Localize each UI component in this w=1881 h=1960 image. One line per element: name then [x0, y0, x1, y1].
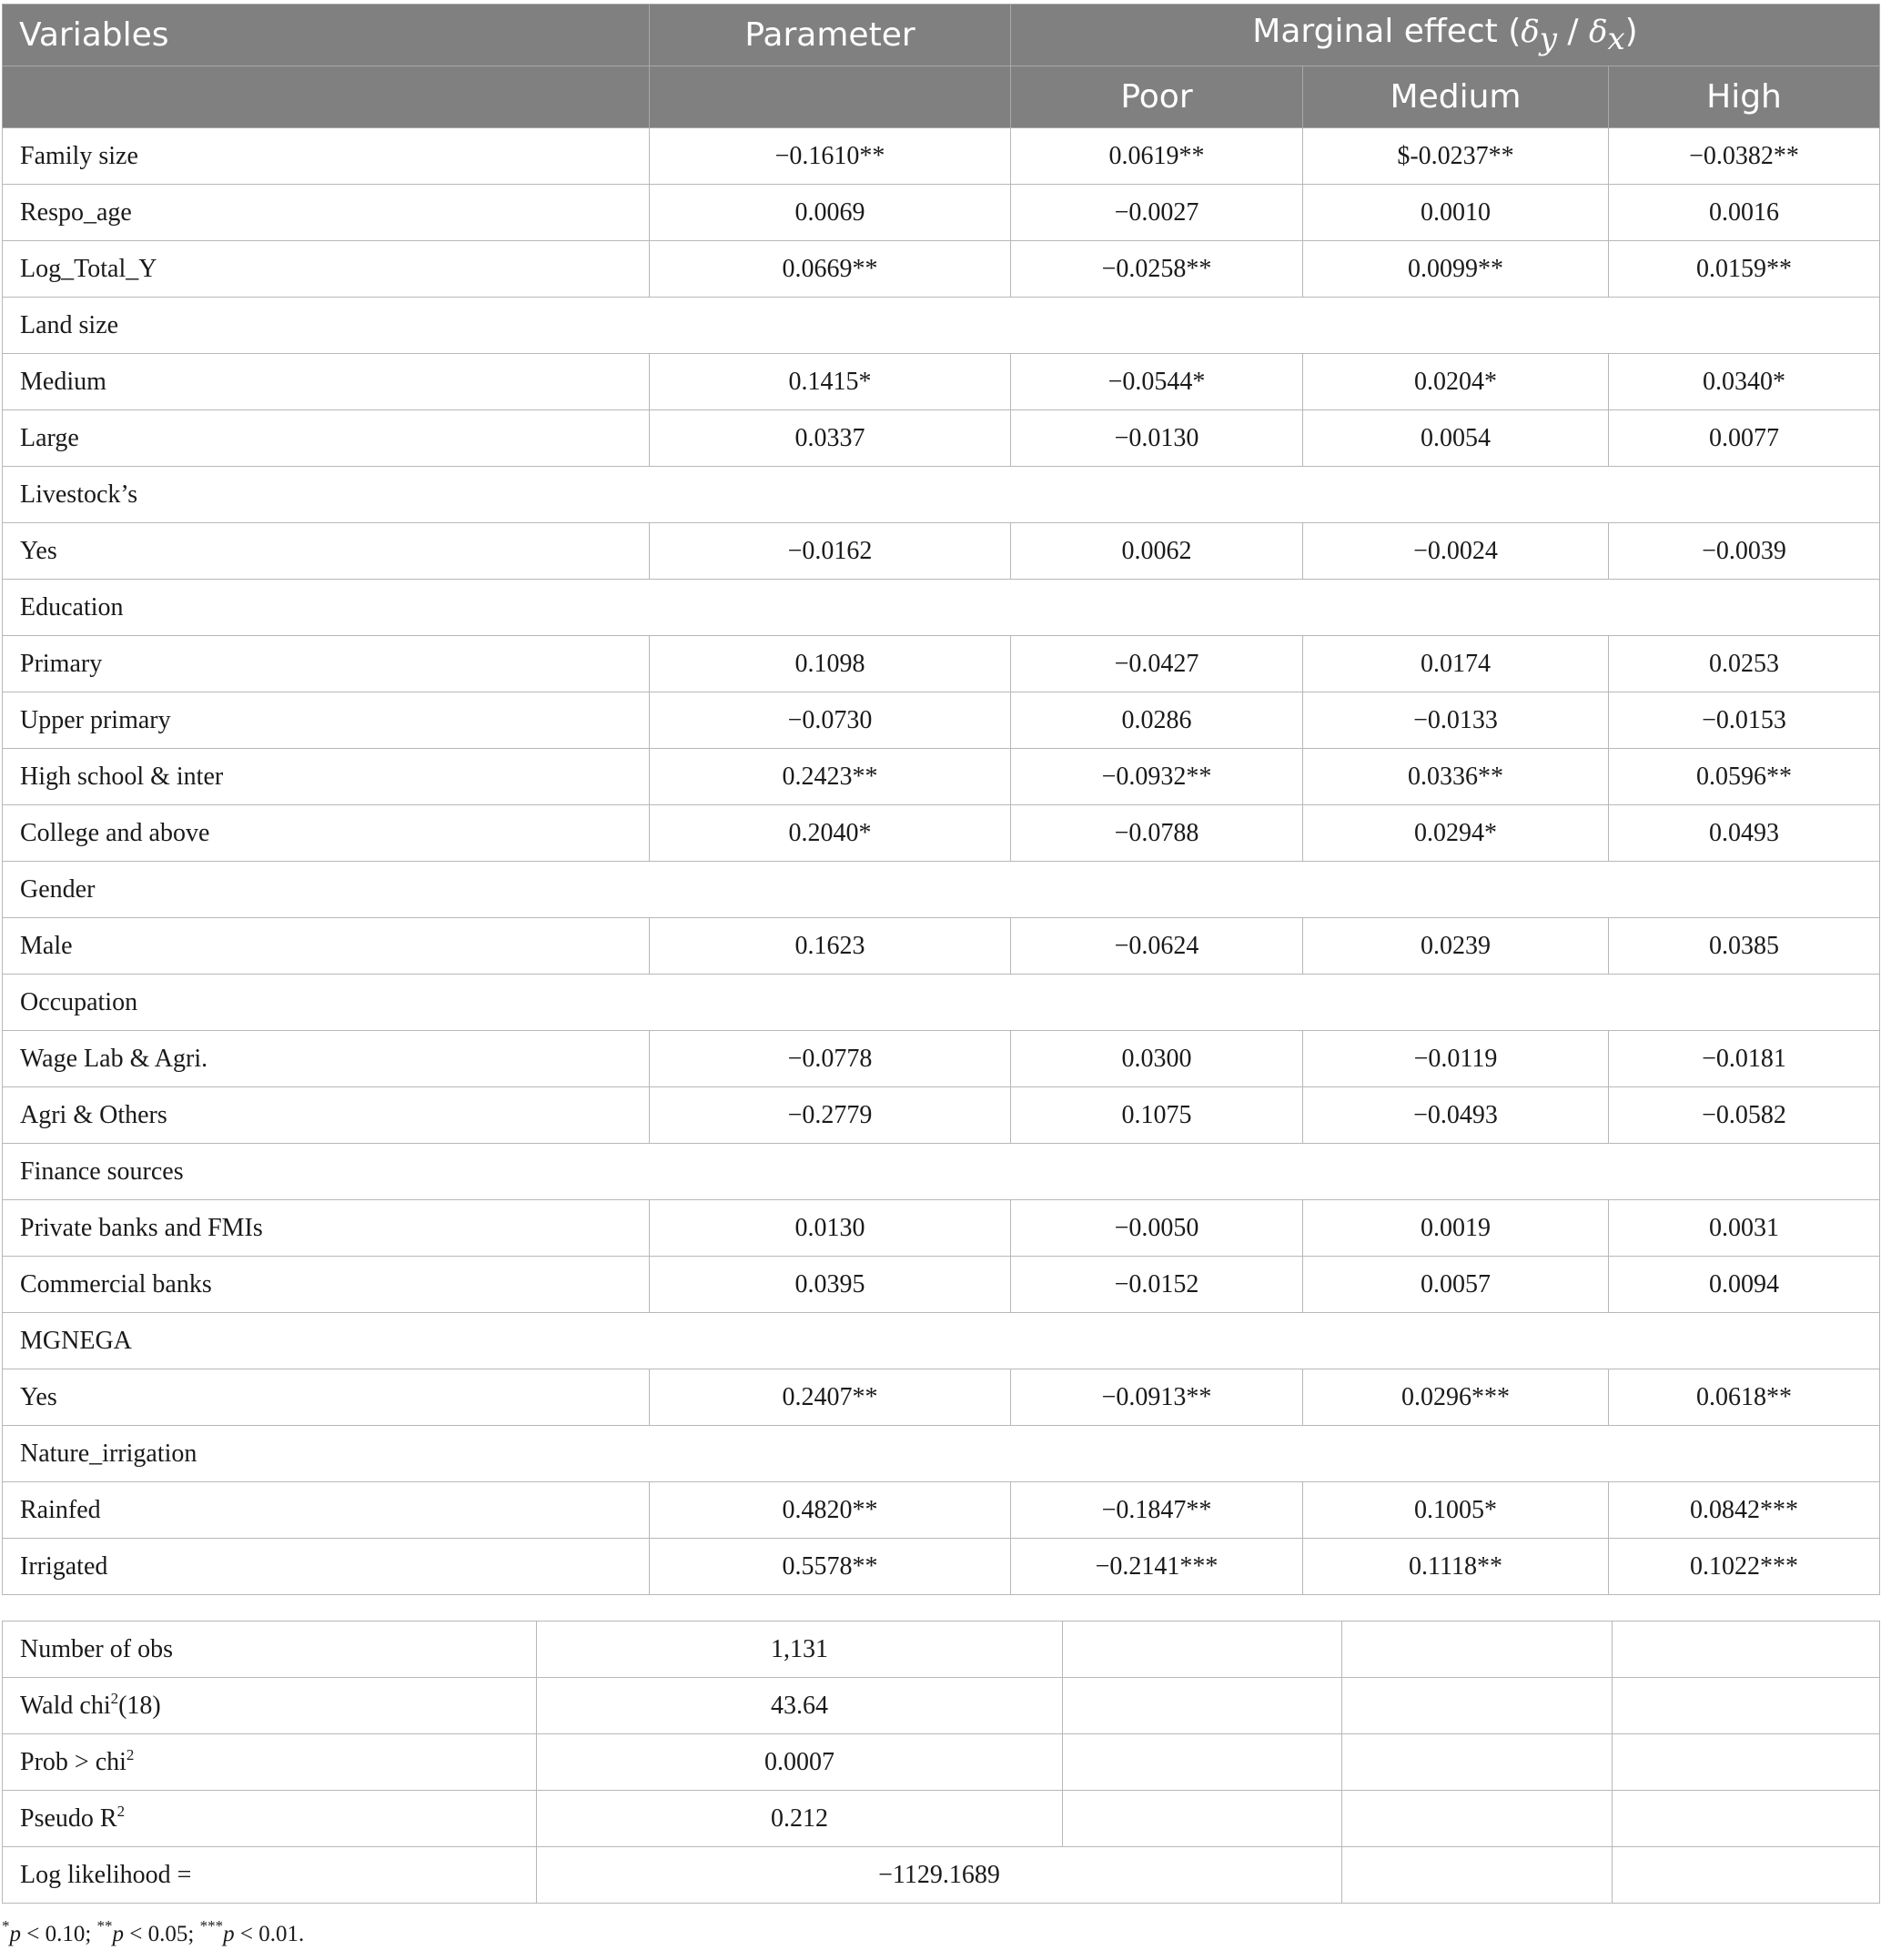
parameter-value: 0.1623 [650, 918, 1011, 975]
group-label: Livestock’s [3, 467, 1880, 523]
parameter-value: −0.0778 [650, 1031, 1011, 1087]
model-stats-table [2, 1621, 1880, 1904]
variable-label: Primary [3, 636, 650, 692]
parameter-value: 0.5578** [650, 1539, 1011, 1595]
parameter-value: 0.0669** [650, 241, 1011, 298]
empty-cell [1063, 1791, 1342, 1847]
high-header: High [1609, 66, 1880, 128]
poor-value: −0.0913** [1011, 1369, 1303, 1426]
parameter-value: 0.0130 [650, 1200, 1011, 1257]
high-value: 0.0340* [1609, 354, 1880, 410]
poor-value: 0.0286 [1011, 692, 1303, 749]
variable-label: Respo_age [3, 185, 650, 241]
variable-label: College and above [3, 805, 650, 862]
parameter-value: 0.1098 [650, 636, 1011, 692]
table-row [3, 354, 1880, 410]
poor-value: 0.0619** [1011, 128, 1303, 185]
empty-cell [1613, 1847, 1880, 1904]
parameter-value: 0.2423** [650, 749, 1011, 805]
parameter-value: 0.0069 [650, 185, 1011, 241]
header-blank-parameter [650, 66, 1011, 128]
group-row [3, 580, 1880, 636]
group-label: MGNEGA [3, 1313, 1880, 1369]
empty-cell [1342, 1678, 1613, 1734]
medium-value: 0.0054 [1303, 410, 1609, 467]
parameter-value: 0.4820** [650, 1482, 1011, 1539]
high-value: 0.0077 [1609, 410, 1880, 467]
medium-value: 0.0296*** [1303, 1369, 1609, 1426]
variable-label: Medium [3, 354, 650, 410]
poor-value: −0.0427 [1011, 636, 1303, 692]
poor-header: Poor [1011, 66, 1303, 128]
group-row [3, 1313, 1880, 1369]
parameter-value: 0.0337 [650, 410, 1011, 467]
parameter-value: 0.2407** [650, 1369, 1011, 1426]
parameter-header: Parameter [650, 5, 1011, 66]
medium-value: 0.0019 [1303, 1200, 1609, 1257]
medium-header: Medium [1303, 66, 1609, 128]
group-label: Land size [3, 298, 1880, 354]
stat-label: Prob > chi$^2$ [3, 1734, 537, 1791]
poor-value: −0.0130 [1011, 410, 1303, 467]
stat-label: Pseudo $R^2$ [3, 1791, 537, 1847]
empty-cell [1342, 1734, 1613, 1791]
table-row [3, 523, 1880, 580]
high-value: 0.0016 [1609, 185, 1880, 241]
stat-label: Log likelihood = [3, 1847, 537, 1904]
high-value: −0.0382** [1609, 128, 1880, 185]
stats-row-prob [3, 1734, 1880, 1791]
medium-value: $-0.0237** [1303, 128, 1609, 185]
table-row [3, 636, 1880, 692]
medium-value: 0.0057 [1303, 1257, 1609, 1313]
stats-row-wald [3, 1678, 1880, 1734]
medium-value: −0.0493 [1303, 1087, 1609, 1144]
group-row [3, 862, 1880, 918]
poor-value: 0.1075 [1011, 1087, 1303, 1144]
high-value: −0.0039 [1609, 523, 1880, 580]
table-row [3, 1257, 1880, 1313]
poor-value: −0.0050 [1011, 1200, 1303, 1257]
empty-cell [1342, 1622, 1613, 1678]
medium-value: 0.0336** [1303, 749, 1609, 805]
poor-value: −0.0788 [1011, 805, 1303, 862]
variables-header: Variables [3, 5, 650, 66]
table-row [3, 410, 1880, 467]
empty-cell [1613, 1791, 1880, 1847]
medium-value: 0.0294* [1303, 805, 1609, 862]
empty-cell [1063, 1678, 1342, 1734]
parameter-value: 0.1415* [650, 354, 1011, 410]
variable-label: Agri & Others [3, 1087, 650, 1144]
high-value: 0.0596** [1609, 749, 1880, 805]
group-row [3, 975, 1880, 1031]
medium-value: 0.1005* [1303, 1482, 1609, 1539]
variable-label: Large [3, 410, 650, 467]
stats-row-obs [3, 1622, 1880, 1678]
stat-label: Number of obs [3, 1622, 537, 1678]
table-row [3, 241, 1880, 298]
medium-value: −0.0119 [1303, 1031, 1609, 1087]
high-value: −0.0153 [1609, 692, 1880, 749]
variable-label: Rainfed [3, 1482, 650, 1539]
medium-value: 0.0010 [1303, 185, 1609, 241]
poor-value: −0.0624 [1011, 918, 1303, 975]
header-row-2 [3, 66, 1880, 128]
variable-label: Male [3, 918, 650, 975]
empty-cell [1342, 1847, 1613, 1904]
empty-cell [1613, 1678, 1880, 1734]
table-row [3, 1539, 1880, 1595]
parameter-value: −0.0730 [650, 692, 1011, 749]
poor-value: −0.0932** [1011, 749, 1303, 805]
variable-label: Yes [3, 1369, 650, 1426]
parameter-value: −0.1610** [650, 128, 1011, 185]
variable-label: Log_Total_Y [3, 241, 650, 298]
results-table [2, 4, 1880, 1595]
poor-value: 0.0062 [1011, 523, 1303, 580]
parameter-value: −0.2779 [650, 1087, 1011, 1144]
high-value: 0.1022*** [1609, 1539, 1880, 1595]
high-value: 0.0385 [1609, 918, 1880, 975]
empty-cell [1063, 1622, 1342, 1678]
results-body [3, 128, 1880, 1595]
table-row [3, 128, 1880, 185]
stats-row-loglik [3, 1847, 1880, 1904]
header-blank-variables [3, 66, 650, 128]
stat-value: 0.212 [537, 1791, 1063, 1847]
stat-value: 43.64 [537, 1678, 1063, 1734]
variable-label: Upper primary [3, 692, 650, 749]
medium-value: −0.0133 [1303, 692, 1609, 749]
medium-value: −0.0024 [1303, 523, 1609, 580]
medium-value: 0.1118** [1303, 1539, 1609, 1595]
header-row-1 [3, 5, 1880, 66]
group-row [3, 298, 1880, 354]
poor-value: −0.2141*** [1011, 1539, 1303, 1595]
stat-value: 0.0007 [537, 1734, 1063, 1791]
stat-value: 1,131 [537, 1622, 1063, 1678]
group-row [3, 1426, 1880, 1482]
table-row [3, 805, 1880, 862]
empty-cell [1613, 1734, 1880, 1791]
empty-cell [1342, 1791, 1613, 1847]
variable-label: Wage Lab & Agri. [3, 1031, 650, 1087]
medium-value: 0.0174 [1303, 636, 1609, 692]
significance-footnote: *p < 0.10; **p < 0.05; ***p < 0.01. [2, 1917, 305, 1946]
parameter-value: 0.0395 [650, 1257, 1011, 1313]
high-value: 0.0842*** [1609, 1482, 1880, 1539]
high-value: 0.0031 [1609, 1200, 1880, 1257]
variable-label: Irrigated [3, 1539, 650, 1595]
regression-table-container [2, 4, 1879, 1904]
poor-value: 0.0300 [1011, 1031, 1303, 1087]
high-value: 0.0094 [1609, 1257, 1880, 1313]
table-row [3, 749, 1880, 805]
stat-label: Wald chi$^2$(18) [3, 1678, 537, 1734]
poor-value: −0.0152 [1011, 1257, 1303, 1313]
variable-label: Yes [3, 523, 650, 580]
variable-label: Private banks and FMIs [3, 1200, 650, 1257]
table-row [3, 1031, 1880, 1087]
medium-value: 0.0239 [1303, 918, 1609, 975]
high-value: 0.0618** [1609, 1369, 1880, 1426]
table-row [3, 1482, 1880, 1539]
parameter-value: 0.2040* [650, 805, 1011, 862]
parameter-value: −0.0162 [650, 523, 1011, 580]
table-row [3, 1369, 1880, 1426]
high-value: 0.0493 [1609, 805, 1880, 862]
table-row [3, 918, 1880, 975]
table-row [3, 185, 1880, 241]
group-row [3, 1144, 1880, 1200]
variable-label: Family size [3, 128, 650, 185]
poor-value: −0.0544* [1011, 354, 1303, 410]
high-value: 0.0253 [1609, 636, 1880, 692]
stats-row-pseudo [3, 1791, 1880, 1847]
group-label: Gender [3, 862, 1880, 918]
variable-label: High school & inter [3, 749, 650, 805]
table-row [3, 1200, 1880, 1257]
high-value: −0.0582 [1609, 1087, 1880, 1144]
stat-value: −1129.1689 [537, 1847, 1342, 1904]
group-label: Finance sources [3, 1144, 1880, 1200]
poor-value: −0.0258** [1011, 241, 1303, 298]
empty-cell [1613, 1622, 1880, 1678]
marginal-effect-header: Marginal effect $(\delta_y / \delta_x)$ [1011, 5, 1880, 66]
group-label: Nature_irrigation [3, 1426, 1880, 1482]
group-label: Education [3, 580, 1880, 636]
poor-value: −0.1847** [1011, 1482, 1303, 1539]
poor-value: −0.0027 [1011, 185, 1303, 241]
medium-value: 0.0099** [1303, 241, 1609, 298]
variable-label: Commercial banks [3, 1257, 650, 1313]
high-value: −0.0181 [1609, 1031, 1880, 1087]
medium-value: 0.0204* [1303, 354, 1609, 410]
table-row [3, 1087, 1880, 1144]
high-value: 0.0159** [1609, 241, 1880, 298]
table-row [3, 692, 1880, 749]
group-label: Occupation [3, 975, 1880, 1031]
group-row [3, 467, 1880, 523]
empty-cell [1063, 1734, 1342, 1791]
